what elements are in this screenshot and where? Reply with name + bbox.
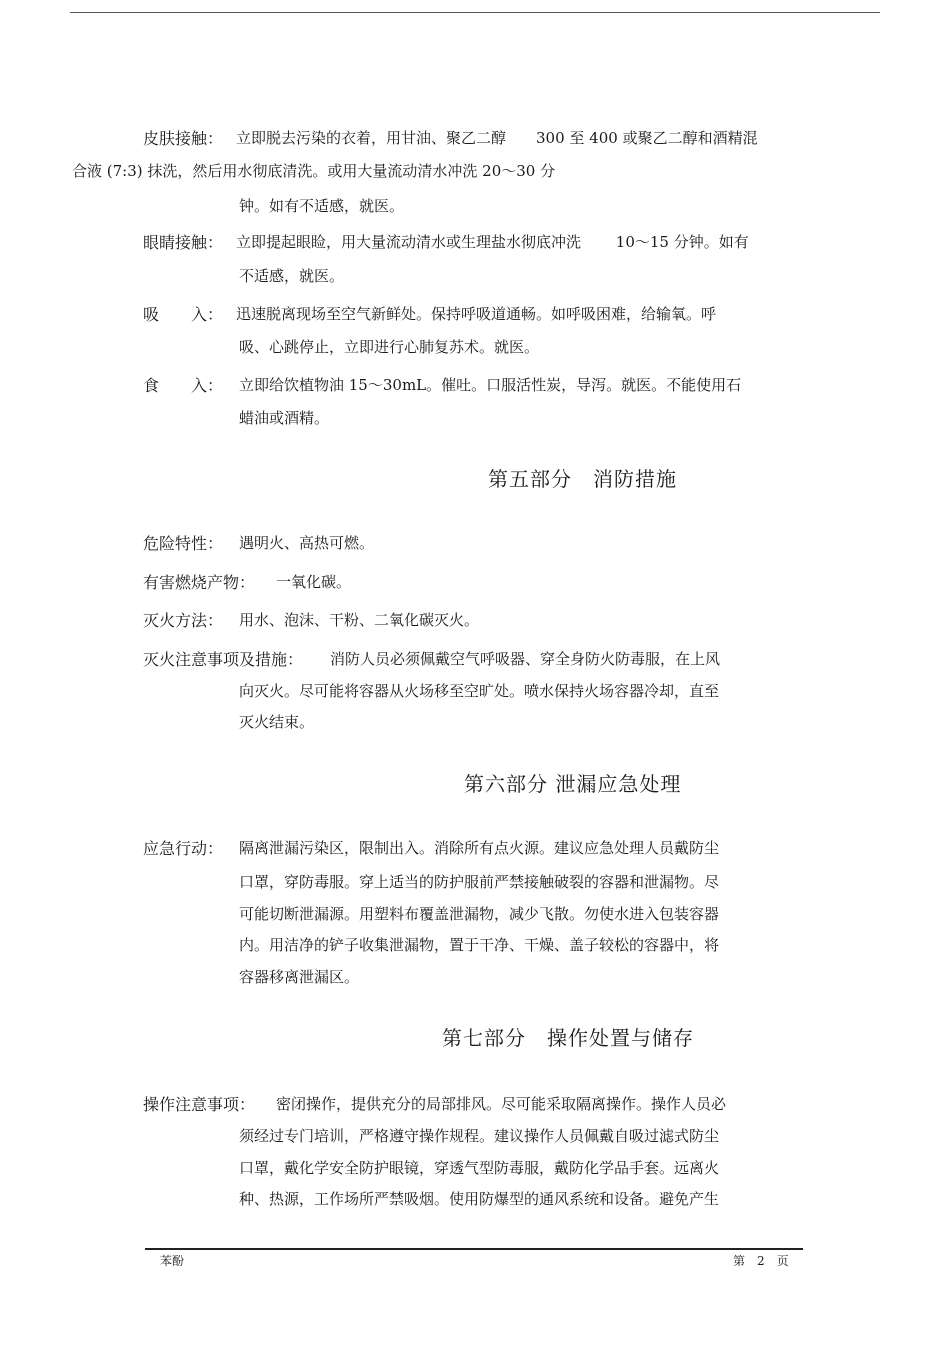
eye-contact-label: 眼睛接触： <box>143 233 224 252</box>
handling-notes-line-3: 口罩，戴化学安全防护眼镜，穿透气型防毒服，戴防化学品手套。远离火 <box>239 1159 720 1177</box>
hazard-label: 危险特性： <box>143 534 224 553</box>
combustion-products-text: 一氧化碳。 <box>276 573 352 591</box>
eye-contact-line-1: 立即提起眼睑，用大量流动清水或生理盐水彻底冲洗 10～15 分钟。如有 <box>236 233 749 251</box>
hazard-text: 遇明火、高热可燃。 <box>239 534 375 552</box>
footer-page-number: 第 2 页 <box>733 1254 789 1268</box>
handling-notes-line-4: 种、热源，工作场所严禁吸烟。使用防爆型的通风系统和设备。避免产生 <box>239 1190 720 1208</box>
footer-document-name: 苯酚 <box>160 1254 185 1268</box>
emergency-action-line-1: 隔离泄漏污染区，限制出入。消除所有点火源。建议应急处理人员戴防尘 <box>239 839 720 857</box>
firefighting-notes-label: 灭火注意事项及措施： <box>143 650 304 669</box>
emergency-action-label: 应急行动： <box>143 839 224 858</box>
skin-contact-line-3: 钟。如有不适感，就医。 <box>239 197 405 215</box>
emergency-action-line-3: 可能切断泄漏源。用塑料布覆盖泄漏物，减少飞散。勿使水进入包装容器 <box>239 905 720 923</box>
emergency-action-line-5: 容器移离泄漏区。 <box>239 968 360 986</box>
emergency-action-line-4: 内。用洁净的铲子收集泄漏物，置于干净、干燥、盖子较松的容器中，将 <box>239 936 720 954</box>
ingestion-line-1: 立即给饮植物油 15～30mL。催吐。口服活性炭，导泻。就医。不能使用石 <box>239 376 742 394</box>
section-7-title: 第七部分 操作处置与储存 <box>442 1026 694 1050</box>
inhalation-line-2: 吸、心跳停止，立即进行心肺复苏术。就医。 <box>239 338 540 356</box>
extinguishing-method-label: 灭火方法： <box>143 611 224 630</box>
skin-contact-line-2: 合液 (7:3) 抹洗，然后用水彻底清洗。或用大量流动清水冲洗 20～30 分 <box>72 162 556 180</box>
skin-contact-label: 皮肤接触： <box>143 129 224 148</box>
firefighting-notes-line-2: 向灭火。尽可能将容器从火场移至空旷处。喷水保持火场容器冷却，直至 <box>239 682 720 700</box>
top-rule <box>70 12 880 13</box>
handling-notes-line-1: 密闭操作，提供充分的局部排风。尽可能采取隔离操作。操作人员必 <box>276 1095 727 1113</box>
eye-contact-line-2: 不适感，就医。 <box>239 267 345 285</box>
emergency-action-line-2: 口罩，穿防毒服。穿上适当的防护服前严禁接触破裂的容器和泄漏物。尽 <box>239 873 720 891</box>
inhalation-line-1: 迅速脱离现场至空气新鲜处。保持呼吸道通畅。如呼吸困难，给输氧。呼 <box>236 305 717 323</box>
section-5-title: 第五部分 消防措施 <box>488 467 677 491</box>
extinguishing-method-text: 用水、泡沫、干粉、二氧化碳灭火。 <box>239 611 480 629</box>
firefighting-notes-line-1: 消防人员必须佩戴空气呼吸器、穿全身防火防毒服，在上风 <box>330 650 721 668</box>
skin-contact-line-1: 立即脱去污染的衣着，用甘油、聚乙二醇 300 至 400 或聚乙二醇和酒精混 <box>236 129 758 147</box>
handling-notes-label: 操作注意事项： <box>143 1095 256 1114</box>
ingestion-label: 食 入： <box>143 376 224 395</box>
section-6-title: 第六部分 泄漏应急处理 <box>464 772 682 796</box>
footer-rule <box>145 1248 803 1250</box>
firefighting-notes-line-3: 灭火结束。 <box>239 713 315 731</box>
handling-notes-line-2: 须经过专门培训，严格遵守操作规程。建议操作人员佩戴自吸过滤式防尘 <box>239 1127 720 1145</box>
combustion-products-label: 有害燃烧产物： <box>143 573 256 592</box>
inhalation-label: 吸 入： <box>143 305 224 324</box>
ingestion-line-2: 蜡油或酒精。 <box>239 409 330 427</box>
